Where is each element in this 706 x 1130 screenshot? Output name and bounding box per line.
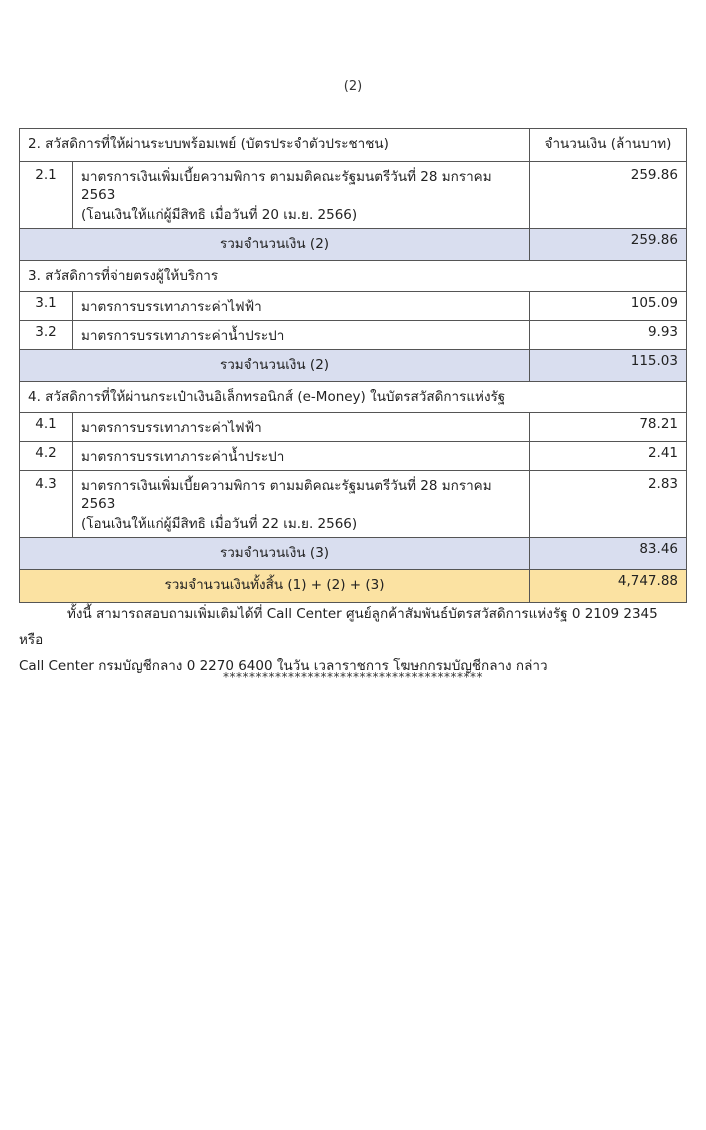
- subtotal-label: รวมจำนวนเงิน (3): [20, 538, 530, 570]
- section-title: 2. สวัสดิการที่ให้ผ่านระบบพร้อมเพย์ (บัตรประจำตัวประชาชน): [20, 129, 530, 162]
- item-amount: 259.86: [530, 162, 687, 229]
- section-4-header-row: [20, 382, 687, 413]
- table-row: [20, 321, 687, 350]
- contact-note: [19, 601, 686, 679]
- item-amount: 2.83: [530, 471, 687, 538]
- item-amount: 78.21: [530, 413, 687, 442]
- subtotal-label: รวมจำนวนเงิน (2): [20, 229, 530, 261]
- table-row: [20, 413, 687, 442]
- contact-note-line: Call Center กรมบัญชีกลาง 0 2270 6400 ในวัน เวลาราชการ โฆษกกรมบัญชีกลาง กล่าว: [19, 658, 548, 674]
- end-marker: ****************************************: [223, 670, 483, 684]
- item-number: 4.1: [20, 413, 73, 442]
- contact-note-text: ทั้งนี้ สามารถสอบถามเพิ่มเติมได้ที่ Call Center ศูนย์ลูกค้าสัมพันธ์บัตรสวัสดิการแห่งรัฐ 0 2109 2345 หรือ: [19, 606, 658, 648]
- table-row: [20, 162, 687, 229]
- subtotal-row: [20, 538, 687, 570]
- item-number: 3.1: [20, 292, 73, 321]
- section-2-header-row: [20, 129, 687, 162]
- contact-note-line: [19, 601, 686, 653]
- page-number: (2): [343, 79, 363, 94]
- subtotal-amount: 259.86: [530, 229, 687, 261]
- item-amount: 2.41: [530, 442, 687, 471]
- grand-total-label: รวมจำนวนเงินทั้งสิ้น (1) + (2) + (3): [20, 570, 530, 603]
- subtotal-amount: 115.03: [530, 350, 687, 382]
- item-amount: 9.93: [530, 321, 687, 350]
- table-row: [20, 471, 687, 538]
- section-3-header-row: [20, 261, 687, 292]
- grand-total-row: [20, 570, 687, 603]
- item-description: [73, 162, 530, 229]
- amount-column-header: จำนวนเงิน (ล้านบาท): [530, 129, 687, 162]
- item-description-line: (โอนเงินให้แก่ผู้มีสิทธิ เมื่อวันที่ 22 เม.ย. 2566): [81, 516, 358, 532]
- subtotal-label: รวมจำนวนเงิน (2): [20, 350, 530, 382]
- item-number: 2.1: [20, 162, 73, 229]
- welfare-payment-table: [19, 128, 687, 603]
- grand-total-amount: 4,747.88: [530, 570, 687, 603]
- item-amount: 105.09: [530, 292, 687, 321]
- section-title: 3. สวัสดิการที่จ่ายตรงผู้ให้บริการ: [20, 261, 687, 292]
- item-number: 4.2: [20, 442, 73, 471]
- item-description: มาตรการบรรเทาภาระค่าน้ำประปา: [73, 321, 530, 350]
- subtotal-amount: 83.46: [530, 538, 687, 570]
- item-number: 3.2: [20, 321, 73, 350]
- table-row: [20, 292, 687, 321]
- section-title: 4. สวัสดิการที่ให้ผ่านกระเป๋าเงินอิเล็กทรอนิกส์ (e-Money) ในบัตรสวัสดิการแห่งรัฐ: [20, 382, 687, 413]
- subtotal-row: [20, 350, 687, 382]
- table-row: [20, 442, 687, 471]
- item-description-line: (โอนเงินให้แก่ผู้มีสิทธิ เมื่อวันที่ 20 เม.ย. 2566): [81, 207, 358, 223]
- item-description: มาตรการบรรเทาภาระค่าไฟฟ้า: [73, 413, 530, 442]
- item-description: มาตรการบรรเทาภาระค่าไฟฟ้า: [73, 292, 530, 321]
- subtotal-row: [20, 229, 687, 261]
- item-number: 4.3: [20, 471, 73, 538]
- item-description: [73, 471, 530, 538]
- item-description-line: มาตรการเงินเพิ่มเบี้ยความพิการ ตามมติคณะรัฐมนตรีวันที่ 28 มกราคม 2563: [81, 169, 492, 203]
- item-description-line: มาตรการเงินเพิ่มเบี้ยความพิการ ตามมติคณะรัฐมนตรีวันที่ 28 มกราคม 2563: [81, 478, 492, 512]
- item-description: มาตรการบรรเทาภาระค่าน้ำประปา: [73, 442, 530, 471]
